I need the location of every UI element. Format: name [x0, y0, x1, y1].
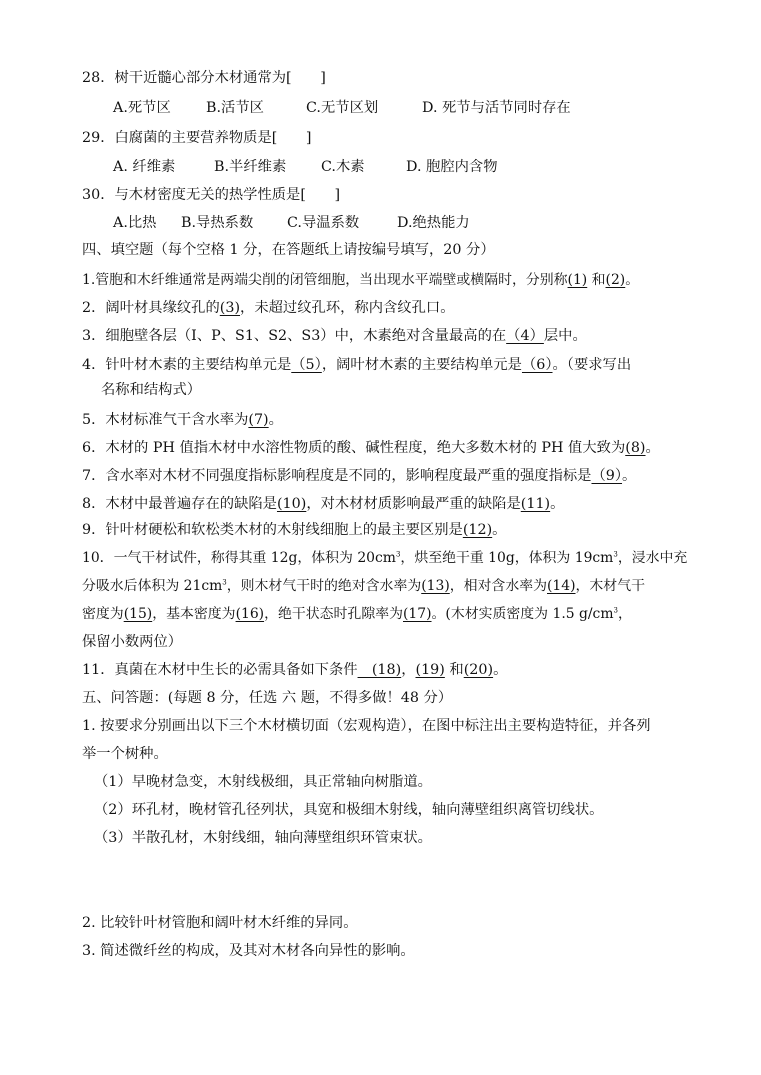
option-a: A.比热 [113, 215, 157, 231]
fill-section-heading: 四、填空题（每个空格 1 分，在答题纸上请按编号填写，20 分） [82, 242, 495, 258]
fill-question-9: 9．针叶材硬松和软松类木材的木射线细胞上的最主要区别是(12)。 [82, 522, 507, 538]
blank-19: (19) [415, 662, 445, 678]
essay-section-heading: 五、问答题：(每题 8 分，任选 六 题，不得多做！48 分） [82, 690, 453, 706]
essay-question-1-item-3: （3）半散孔材，木射线细，轴向薄壁组织环管束状。 [94, 830, 432, 846]
fill-question-11: 11．真菌在木材中生长的必需具备如下条件 (18)，(19) 和(20)。 [82, 662, 508, 678]
blank-4: （4） [506, 328, 544, 344]
blank-20: (20) [463, 662, 494, 678]
essay-question-1-item-2: （2）环孔材，晚材管孔径列状，具宽和极细木射线，轴向薄壁组织离管切线状。 [94, 802, 604, 818]
question-30-options [113, 213, 470, 233]
blank-17: (17) [403, 606, 432, 622]
blank-3: (3) [219, 300, 241, 316]
option-b: B.半纤维素 [214, 159, 287, 175]
option-c: C.导温系数 [287, 215, 360, 231]
fill-question-2: 2．阔叶材具缘纹孔的(3)，未超过纹孔环，称内含纹孔口。 [82, 300, 455, 316]
fill-question-6: 6．木材的 PH 值指木材中水溶性物质的酸、碱性程度，绝大多数木材的 PH 值大致为(8)。 [82, 440, 660, 456]
blank-8: (8) [625, 440, 646, 456]
blank-10: (10) [276, 496, 307, 512]
fill-question-8: 8．木材中最普遍存在的缺陷是(10)，对木材材质影响最严重的缺陷是(11)。 [82, 496, 565, 512]
blank-7: (7) [248, 412, 269, 428]
blank-1: (1) [567, 272, 588, 288]
essay-question-3: 3. 简述微纤丝的构成，及其对木材各向异性的影响。 [82, 943, 415, 959]
blank-5: （5） [291, 357, 322, 373]
blank-11: (11) [520, 496, 551, 512]
blank-14: (14) [547, 578, 576, 594]
option-b: B.导热系数 [181, 215, 254, 231]
question-30-stem: 30．与木材密度无关的热学性质是[ ] [82, 187, 341, 203]
blank-9: （9） [591, 468, 623, 484]
question-28-stem: 28．树干近髓心部分木材通常为[ ] [82, 70, 326, 86]
blank-16: (16) [235, 606, 265, 622]
fill-question-4-continued: 名称和结构式） [101, 382, 202, 398]
option-d: D. 胞腔内含物 [406, 159, 498, 175]
option-d: D.绝热能力 [397, 215, 470, 231]
question-29-stem: 29．白腐菌的主要营养物质是[ ] [82, 130, 312, 146]
blank-15: (15) [123, 606, 153, 622]
fill-question-10-line-2: 分吸水后体积为 $21cm^3$，则木材气干时的绝对含水率为(13)，相对含水率为(14)，木材气干 [82, 578, 645, 594]
fill-question-10-line-1: 10．一气干材试件，称得其重 12g，体积为 $20cm^3$，烘至绝干重 10g，体积为 $19cm^3$，浸水中充 [82, 550, 688, 566]
fill-question-7: 7．含水率对木材不同强度指标影响程度是不同的，影响程度最严重的强度指标是（9）。 [82, 468, 637, 484]
question-28-options [113, 98, 571, 118]
fill-question-3: 3．细胞壁各层（I、P、S1、S2、S3）中，木素绝对含量最高的在（4）层中。 [82, 328, 587, 344]
option-c: C.无节区划 [306, 100, 379, 116]
blank-12: (12) [462, 522, 493, 538]
blank-6: （6） [521, 357, 553, 373]
option-a: A. 纤维素 [113, 159, 176, 175]
essay-question-1-line-2: 举一个树种。 [82, 746, 168, 762]
fill-question-5: 5．木材标准气干含水率为(7)。 [82, 412, 283, 428]
fill-question-10-line-3: 密度为(15)，基本密度为(16)，绝干状态时孔隙率为(17)。(木材实质密度为 1.5 $g/cm^3$， [82, 606, 632, 622]
essay-question-2: 2. 比较针叶材管胞和阔叶材木纤维的异同。 [82, 915, 358, 931]
essay-question-1-item-1: （1）早晚材急变，木射线极细，具正常轴向树脂道。 [94, 774, 432, 790]
blank-2: (2) [605, 272, 626, 288]
fill-question-1: 1.管胞和木纤维通常是两端尖削的闭管细胞，当出现水平端壁或横隔时，分别称(1) 和(2)。 [82, 272, 640, 288]
question-29-options [113, 157, 498, 177]
essay-question-1-line-1: 1. 按要求分别画出以下三个木材横切面（宏观构造），在图中标注出主要构造特征，并各列 [82, 718, 651, 734]
fill-question-10-line-4: 保留小数两位） [82, 634, 183, 650]
option-a: A.死节区 [113, 100, 171, 116]
option-b: B.活节区 [206, 100, 264, 116]
option-d: D. 死节与活节同时存在 [422, 100, 571, 116]
fill-question-4: 4．针叶材木素的主要结构单元是（5），阔叶材木素的主要结构单元是（6）。（要求写出 [82, 357, 632, 373]
blank-18: (18) [357, 662, 402, 678]
option-c: C.木素 [321, 159, 365, 175]
blank-13: (13) [421, 578, 450, 594]
